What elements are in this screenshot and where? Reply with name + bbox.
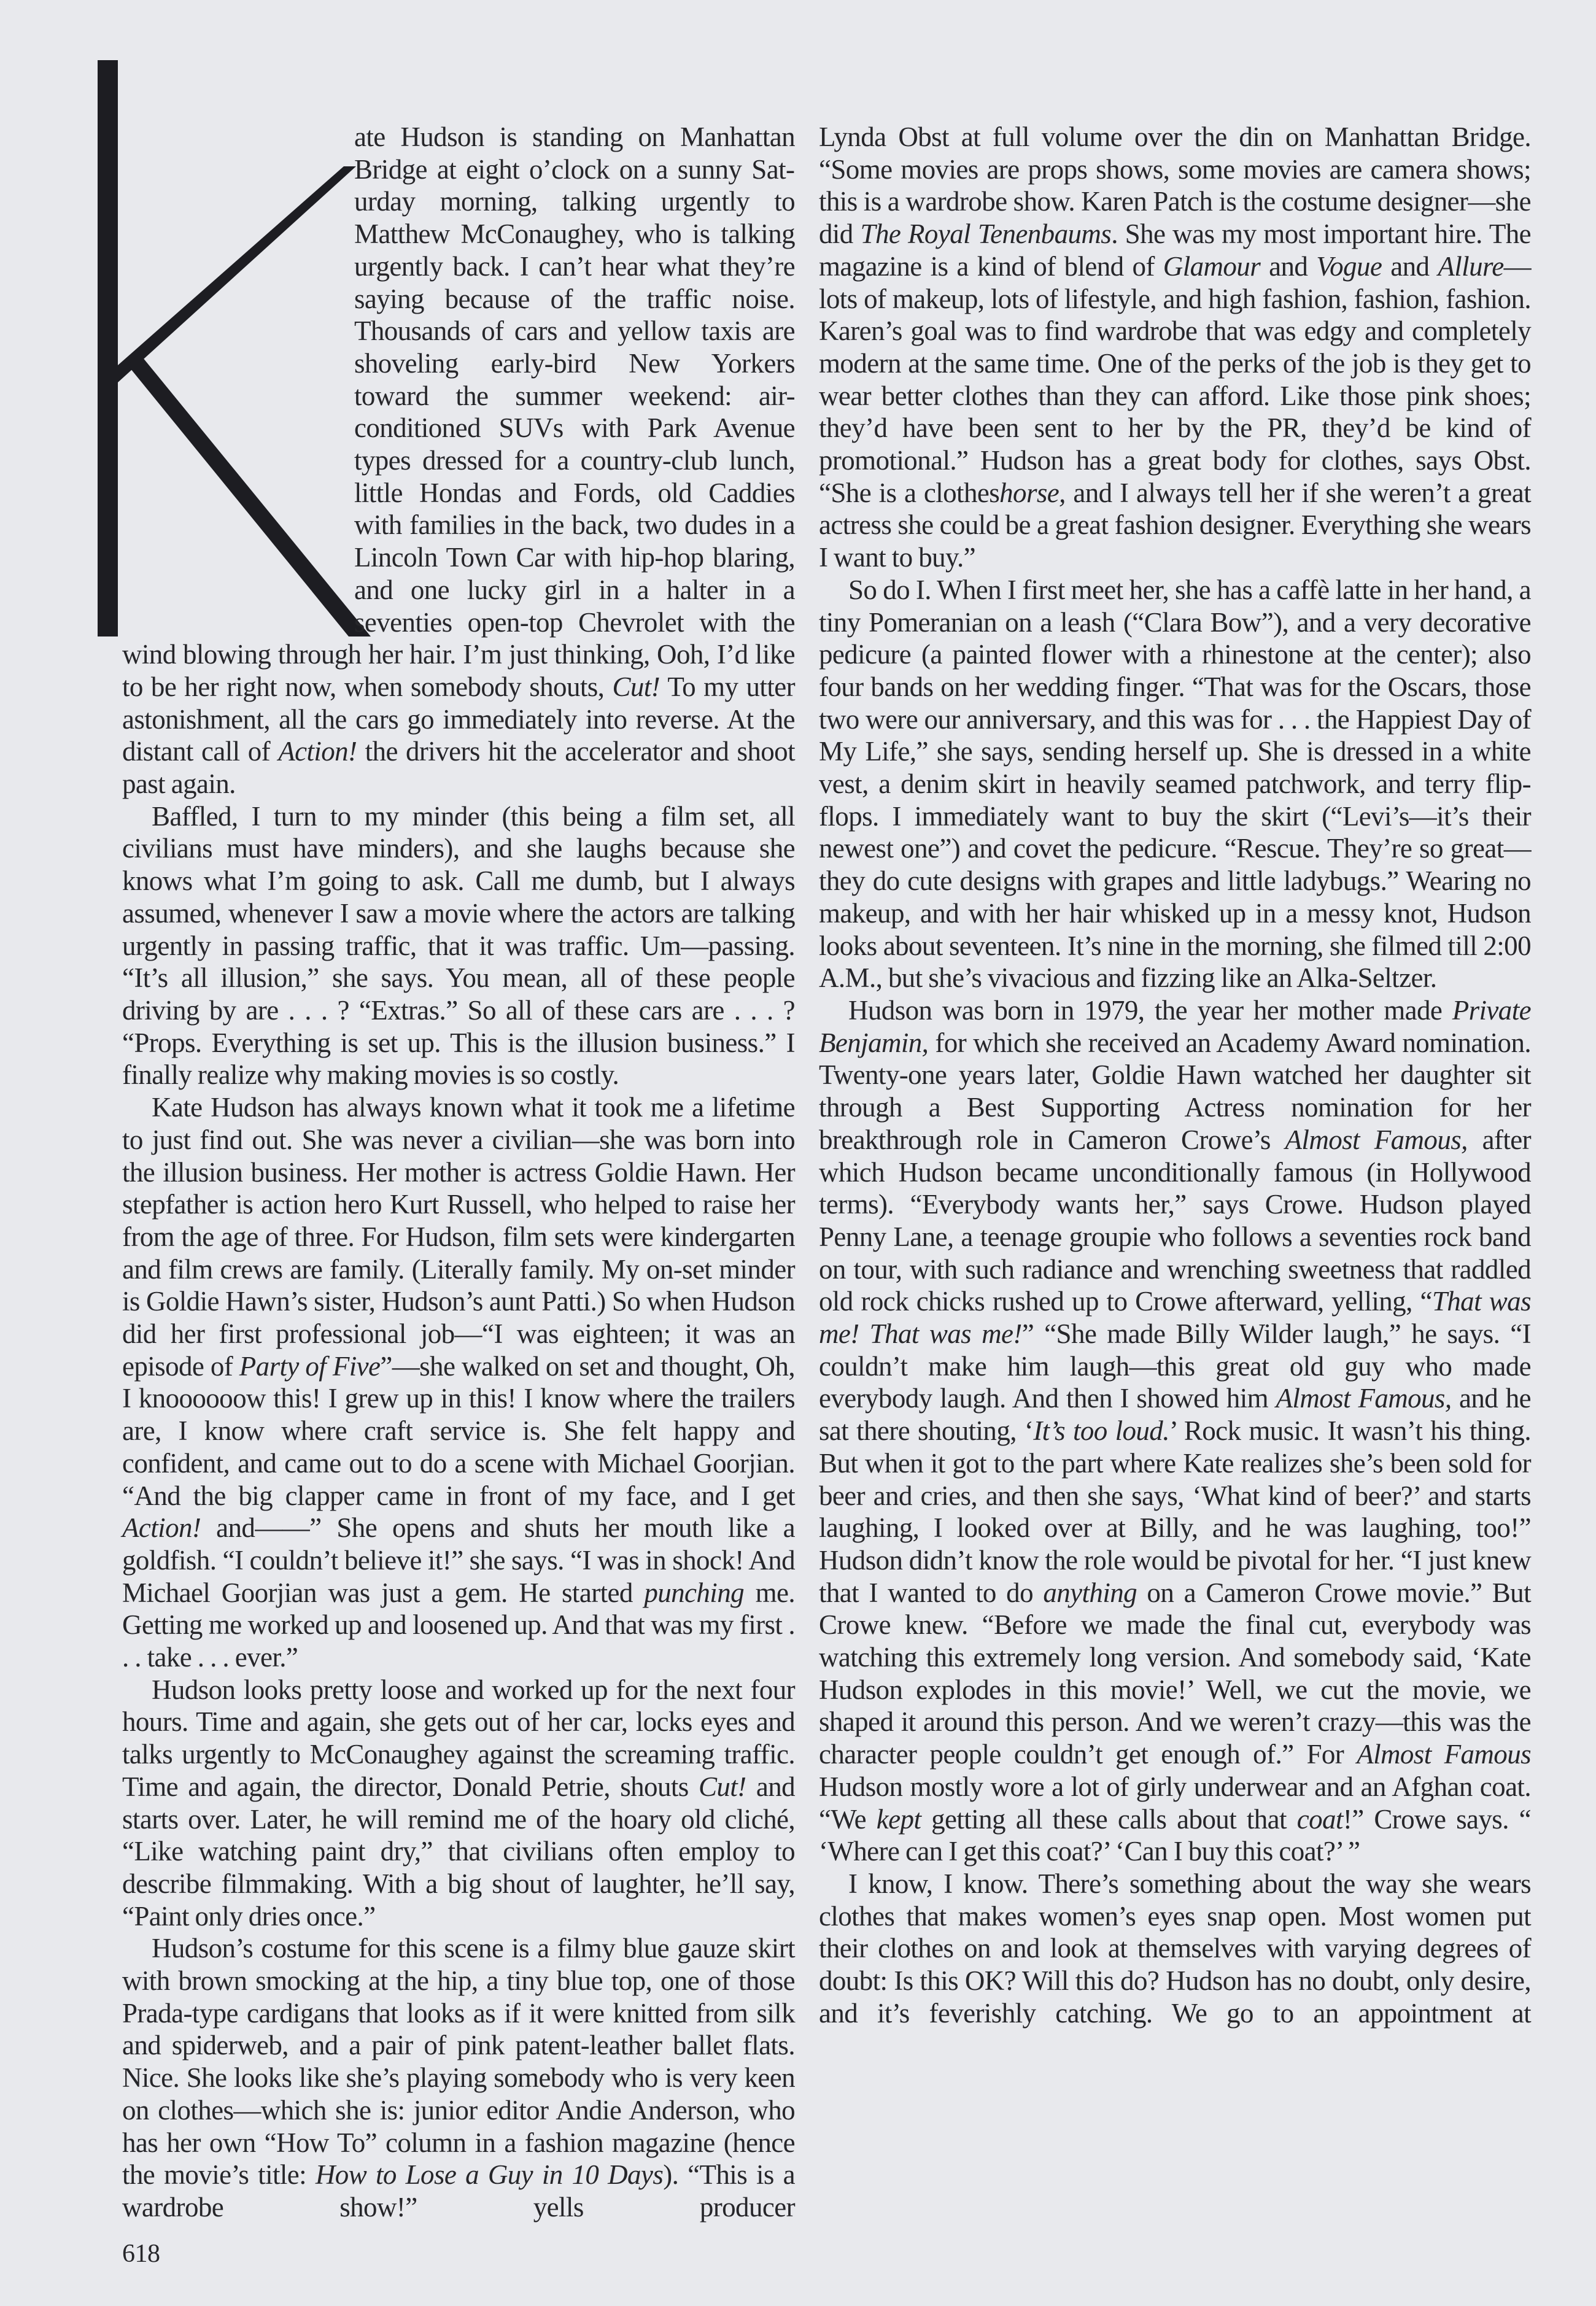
text-run: on a Cameron Crowe movie.” But Crowe knew. “Before we made the final cut, everybody was watching this extremely long version. And somebody said, ‘Kate Hudson explodes in this movie!’ Well, we cut the movie, we shaped it around this person. And we weren’t crazy—this was the character people couldn’t get enough of.” For bbox=[819, 1577, 1531, 1770]
italic-text-run: Almost Famous, bbox=[1276, 1383, 1452, 1414]
text-run: ’ Rock music. It wasn’t his thing. But when it got to the part where Kate realizes she’s been sold for beer and cries, and then she says, ‘What kind of beer?’ and starts laughing, I looked over at Billy, and he was laughing, too!” Hudson didn’t know the role would be pivotal for her. “I just knew that I wanted to do bbox=[819, 1415, 1532, 1608]
italic-text-run: Vogue bbox=[1316, 250, 1382, 282]
italic-text-run: coat bbox=[1296, 1803, 1343, 1835]
text-run: and——” She opens and shuts her mouth like a goldfish. “I couldn’t believe it!” she says. “I was in shock! And Michael Goorjian was just a gem. He started bbox=[122, 1512, 795, 1608]
text-run: Hudson looks pretty loose and worked up for the next four hours. Time and again, she gets out of her car, locks eyes and talks urgently to McConaughey against the screaming traffic. Time and again, the director, Donald Petrie, shouts bbox=[122, 1674, 795, 1802]
text-run: and bbox=[1382, 250, 1438, 282]
italic-text-run: Almost Famous, bbox=[1285, 1124, 1468, 1155]
text-run: To my utter astonishment, all the cars go immediately into reverse. At the distant call of bbox=[122, 671, 795, 767]
article-paragraph bbox=[122, 1674, 795, 1933]
left-column-wrapper bbox=[122, 121, 795, 2306]
text-run: ate Hudson is standing on Manhattan Bridge at eight o’clock on a sunny Saturday morning, talking urgently to Matthew McConaughey, who is talking urgently back. I can’t hear what they’re saying because of the traffic noise. Thousands of cars and yellow taxis are shoveling early-bird New Yorkers toward the summer weekend: air-conditioned SUVs with Park Avenue types dressed for a country-club lunch, little Hondas and Fords, old Caddies with families in the back, two dudes in a Lincoln Town Car with hip-hop blaring, and one lucky girl in a halter in a seventies open-top Chevrolet with the wind blowing through her hair. I’m just thinking, Ooh, I’d like to be her right now, when somebody shouts, bbox=[122, 122, 795, 702]
article-paragraph bbox=[819, 121, 1531, 574]
italic-text-run: Allure bbox=[1438, 250, 1504, 282]
text-run: Hudson was born in 1979, the year her mother made bbox=[848, 994, 1452, 1026]
text-run: . She was my most important hire. The magazine is a kind of blend of bbox=[819, 219, 1531, 282]
italic-text-run: Private Benjamin, bbox=[819, 994, 1531, 1058]
text-run: ” “She made Billy Wilder laugh,” he says. “I couldn’t make him laugh—this great old guy who made everybody laugh. And then I showed him bbox=[819, 1318, 1532, 1414]
text-run: Kate Hudson has always known what it took me a lifetime to just find out. She was never a civilian—she was born into the illusion business. Her mother is actress Goldie Hawn. Her stepfather is action hero Kurt Russell, who helped to raise her from the age of three. For Hudson, film sets were kindergarten and film crews are family. (Literally family. My on-set minder is Goldie Hawn’s sister, Hudson’s aunt Patti.) So when Hudson did her first professional job—“I was eighteen; it was an episode of bbox=[122, 1092, 795, 1382]
italic-text-run: That was me! That was me! bbox=[819, 1286, 1531, 1350]
text-run: So do I. When I first meet her, she has a caffè latte in her hand, a tiny Pomeranian on a leash (“Clara Bow”), and a very decorative pedicure (a painted flower with a rhinestone at the center); also four bands on her wedding finger. “That was for the Oscars, those two were our anniversary, and this was for . . . the Happiest Day of My Life,” she says, sending herself up. She is dressed in a white vest, a denim skirt in heavily seamed patchwork, and terry flip-flops. I immediately want to buy the skirt (“Levi’s—it’s their newest one”) and covet the pedicure. “Rescue. They’re so great—they do cute designs with grapes and little ladybugs.” Wearing no makeup, and with her hair whisked up in a messy knot, Hudson looks about seventeen. It’s nine in the morning, she filmed till 2:00 A.M., but she’s vivacious and fizzing like an Alka-Seltzer. bbox=[819, 574, 1531, 994]
text-run: after which Hudson became unconditionally famous (in Hollywood terms). “Everybody wants her,” says Crowe. Hudson played Penny Lane, a teenage groupie who follows a seventies rock band on tour, with such radiance and wrenching sweetness that raddled old rock chicks rushed up to Crowe afterward, yelling, “ bbox=[819, 1124, 1531, 1317]
article-paragraph bbox=[122, 1932, 795, 2223]
text-run: and bbox=[1260, 250, 1317, 282]
italic-text-run: Cut! bbox=[612, 671, 660, 702]
italic-text-run: Almost Famous bbox=[1357, 1739, 1532, 1770]
italic-text-run: horse, bbox=[999, 477, 1066, 508]
text-run: Hudson mostly wore a lot of girly underwear and an Afghan coat. “We bbox=[819, 1771, 1531, 1835]
text-run: Baffled, I turn to my minder (this being a film set, all civilians must have minders), and she laughs because she knows what I’m going to ask. Call me dumb, but I always assumed, whenever I saw a movie where the actors are talking urgently in passing traffic, that it was traffic. Um—passing. “It’s all illusion,” she says. You mean, all of these people driving by are . . . ? “Extras.” So all of these cars are . . . ? “Props. Everything is set up. This is the illusion business.” I finally realize why making movies is so costly. bbox=[122, 800, 795, 1091]
italic-text-run: Cut! bbox=[698, 1771, 746, 1802]
text-run: me. Getting me worked up and loosened up. And that was my first . . . take . . . ever.” bbox=[122, 1577, 795, 1673]
article-paragraph bbox=[122, 800, 795, 1091]
article-paragraph bbox=[819, 1868, 1531, 2030]
article-paragraph bbox=[122, 1091, 795, 1674]
right-column bbox=[819, 121, 1531, 2066]
italic-text-run: Action! bbox=[278, 736, 357, 767]
text-run: —lots of makeup, lots of lifestyle, and high fashion, fashion, fashion. Karen’s goal was to find wardrobe that was edgy and completely modern at the same time. One of the perks of the job is they get to wear better clothes than they can afford. Like those pink shoes; they’d have been sent to her by the PR, they’d be kind of promotional.” Hudson has a great body for clothes, says Obst. “She is a clothes bbox=[819, 250, 1531, 508]
text-run: for which she received an Academy Award nomination. Twenty-one years later, Goldie Hawn watched her daughter sit through a Best Supporting Actress nomination for her breakthrough role in Cameron Crowe’s bbox=[819, 1027, 1531, 1155]
italic-text-run: How to Lose a Guy in 10 Days bbox=[315, 2159, 664, 2191]
italic-text-run: Party of Five bbox=[239, 1350, 381, 1382]
text-run: and I always tell her if she weren’t a great actress she could be a great fashion designer. Everything she wears I want to buy.” bbox=[819, 477, 1531, 573]
text-run: I know, I know. There’s something about the way she wears clothes that makes women’s eyes snap open. Most women put their clothes on and look at themselves with varying degrees of doubt: Is this OK? Will this do? Hudson has no doubt, only desire, and it’s feverishly catching. We go to an appointment at bbox=[819, 1868, 1531, 2029]
left-column bbox=[122, 121, 795, 2224]
italic-text-run: punching bbox=[644, 1577, 745, 1608]
article-paragraph bbox=[819, 574, 1531, 994]
italic-text-run: anything bbox=[1043, 1577, 1137, 1608]
italic-text-run: Glamour bbox=[1163, 250, 1261, 282]
text-run: and he sat there shouting, ‘ bbox=[819, 1383, 1531, 1447]
text-run: ”—she walked on set and thought, Oh, I knoooooow this! I grew up in this! I know where the trailers are, I know where craft service is. She felt happy and confident, and came out to do a scene with Michael Goorjian. “And the big clapper came in front of my face, and I get bbox=[122, 1350, 795, 1511]
article-paragraph bbox=[819, 994, 1531, 1868]
text-run: and starts over. Later, he will remind me of the hoary old cliché, “Like watching paint dry,” that civilians often employ to describe filmmaking. With a big shout of laughter, he’ll say, “Paint only dries once.” bbox=[122, 1771, 795, 1932]
italic-text-run: The Royal Tenenbaums bbox=[860, 219, 1112, 250]
page-number: 618 bbox=[122, 2239, 160, 2268]
text-run: Lynda Obst at full volume over the din on Manhattan Bridge. “Some movies are props shows, some movies are camera shows; this is a wardrobe show. Karen Patch is the costume designer—she did bbox=[819, 122, 1531, 250]
italic-text-run: It’s too loud. bbox=[1033, 1415, 1169, 1447]
drop-cap-spacer bbox=[122, 121, 354, 638]
italic-text-run: Action! bbox=[122, 1512, 201, 1544]
text-run: !” Crowe says. “ ‘Where can I get this coat?’ ‘Can I buy this coat?’ ” bbox=[819, 1803, 1531, 1867]
text-run: ). “This is a wardrobe show!” yells producer bbox=[122, 2159, 795, 2223]
text-run: getting all these calls about that bbox=[921, 1803, 1297, 1835]
italic-text-run: kept bbox=[876, 1803, 921, 1835]
text-run: Hudson’s costume for this scene is a filmy blue gauze skirt with brown smocking at the hip, a tiny blue top, one of those Prada-type cardigans that looks as if it were knitted from silk and spiderweb, and a pair of pink patent-leather ballet flats. Nice. She looks like she’s playing somebody who is very keen on clothes—which she is: junior editor Andie Anderson, who has her own “How To” column in a fashion magazine (hence the movie’s title: bbox=[122, 1933, 795, 2191]
text-run: the drivers hit the accelerator and shoot past again. bbox=[122, 736, 795, 800]
